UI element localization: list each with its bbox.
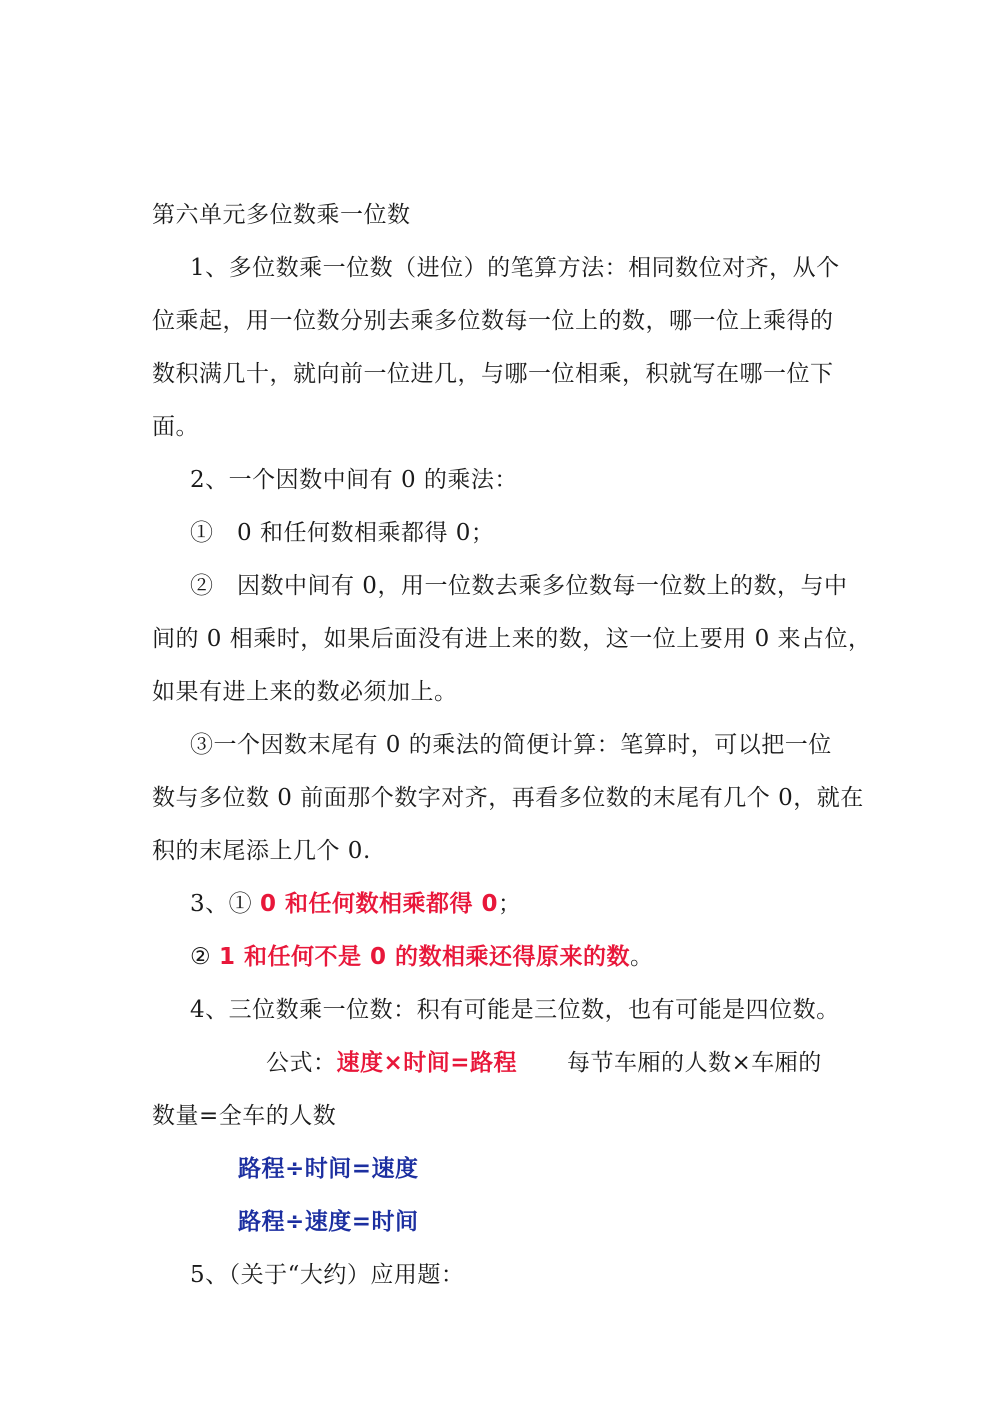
rule-one-multiply: 1 和任何不是 0 的数相乘还得原来的数 — [218, 944, 630, 970]
formula-passengers: 每节车厢的人数×车厢的 — [567, 1050, 822, 1076]
paragraph-2-item-2-line-3: 如果有进上来的数必须加上。 — [152, 679, 458, 705]
formula-distance-time-speed: 路程÷时间=速度 — [238, 1156, 419, 1182]
paragraph-3-line-2 — [190, 942, 653, 972]
rule-zero-multiply: 0 和任何数相乘都得 0 — [259, 891, 498, 917]
paragraph-1-line-4: 面。 — [152, 414, 199, 440]
paragraph-1-line-1: 1、多位数乘一位数（进位）的笔算方法：相同数位对齐，从个 — [190, 255, 840, 281]
page-title: 第六单元多位数乘一位数 — [152, 202, 411, 228]
paragraph-2-item-1: ① 0 和任何数相乘都得 0； — [190, 520, 495, 546]
p3-prefix-1: 3、① — [190, 891, 253, 917]
paragraph-2-heading: 2、一个因数中间有 0 的乘法： — [190, 467, 518, 493]
paragraph-4-line: 4、三位数乘一位数：积有可能是三位数，也有可能是四位数。 — [190, 997, 840, 1023]
formula-line — [266, 1048, 517, 1078]
paragraph-1-line-3: 数积满几十，就向前一位进几，与哪一位相乘，积就写在哪一位下 — [152, 361, 834, 387]
paragraph-2-item-2-line-1: ② 因数中间有 0，用一位数去乘多位数每一位数上的数，与中 — [190, 573, 848, 599]
formula-label: 公式： — [266, 1050, 337, 1076]
p3-prefix-2: ② — [190, 944, 212, 970]
formula-passengers-line-2: 数量=全车的人数 — [152, 1103, 337, 1129]
paragraph-1-line-2: 位乘起，用一位数分别去乘多位数每一位上的数，哪一位上乘得的 — [152, 308, 834, 334]
paragraph-2-item-3-line-3: 积的末尾添上几个 0. — [152, 838, 371, 864]
formula-speed-time-distance: 速度×时间=路程 — [336, 1050, 518, 1076]
formula-distance-speed-time: 路程÷速度=时间 — [238, 1209, 419, 1235]
paragraph-2-item-3-line-1: ③一个因数末尾有 0 的乘法的简便计算：笔算时，可以把一位 — [190, 732, 832, 758]
paragraph-3-line-1 — [190, 889, 521, 919]
p3-suffix-1: ； — [497, 891, 522, 917]
p3-suffix-2: 。 — [629, 944, 654, 970]
paragraph-5-line: 5、（关于“大约）应用题： — [190, 1262, 465, 1288]
paragraph-2-item-3-line-2: 数与多位数 0 前面那个数字对齐，再看多位数的末尾有几个 0，就在 — [152, 785, 864, 811]
paragraph-2-item-2-line-2: 间的 0 相乘时，如果后面没有进上来的数，这一位上要用 0 来占位， — [152, 626, 872, 652]
